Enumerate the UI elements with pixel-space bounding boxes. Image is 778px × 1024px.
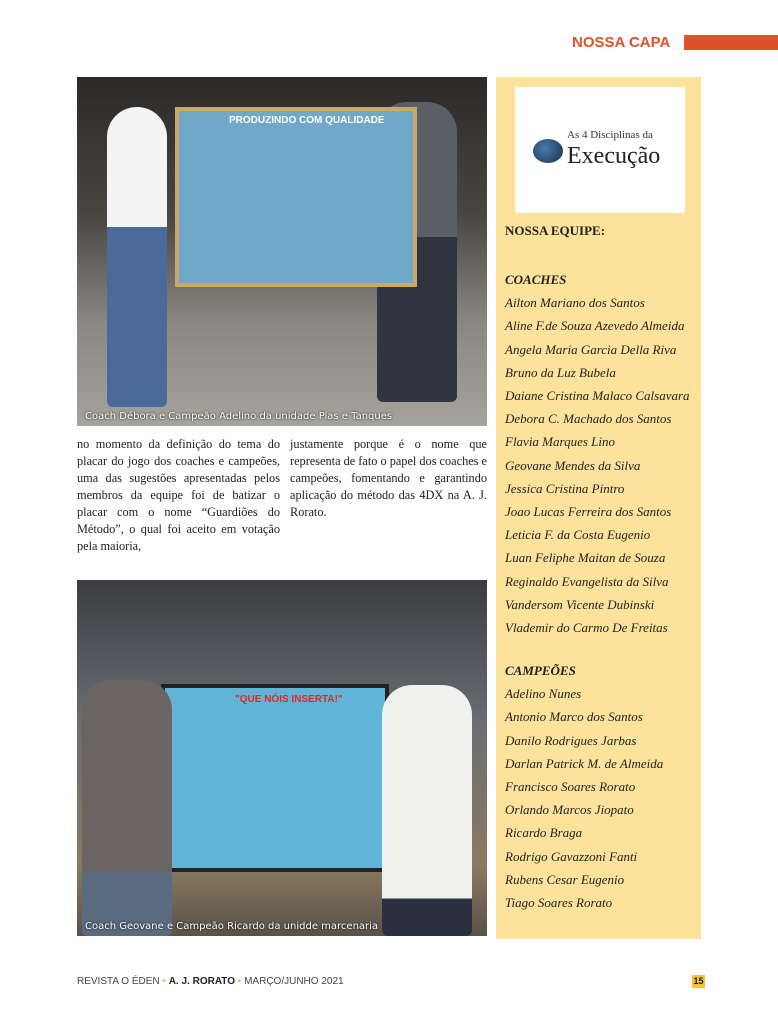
team-member: Tiago Soares Rorato bbox=[505, 895, 613, 911]
team-member: Vlademir do Carmo De Freitas bbox=[505, 620, 668, 636]
team-member: Bruno da Luz Bubela bbox=[505, 364, 616, 380]
team-member: Geovane Mendes da Silva bbox=[505, 457, 641, 473]
team-heading: NOSSA EQUIPE: bbox=[505, 223, 606, 238]
team-member: Rubens Cesar Eugenio bbox=[505, 871, 625, 887]
photo-debora-adelino bbox=[77, 77, 487, 426]
footer: REVISTA O ÉDEN • A. J. RORATO • MARÇO/JUNHO 2021 bbox=[77, 976, 344, 987]
team-member: Angela Maria Garcia Della Riva bbox=[505, 341, 677, 357]
person-left bbox=[107, 107, 167, 407]
team-member: Antonio Marco dos Santos bbox=[505, 709, 643, 725]
team-member: Adelino Nunes bbox=[505, 686, 582, 702]
photo-geovane-ricardo bbox=[77, 580, 487, 936]
team-member: Luan Feliphe Maitan de Souza bbox=[505, 550, 666, 566]
team-member: Ailton Mariano dos Santos bbox=[505, 295, 645, 311]
team-member: Aline F.de Souza Azevedo Almeida bbox=[505, 318, 685, 334]
team-member: Jessica Cristina Pintro bbox=[505, 480, 625, 496]
article-column-1: no momento da definição do tema do placar do jogo dos coaches e campeões, uma das sugestões apresentadas pelos membros da equipe foi de batizar o placar com o nome “Guardiões do Método”, o qual foi aceito em votação pela maioria, bbox=[77, 437, 280, 553]
globe-icon bbox=[533, 139, 563, 163]
champions-list bbox=[505, 659, 699, 914]
section-title: NOSSA CAPA bbox=[572, 34, 671, 51]
person-left bbox=[82, 680, 172, 936]
photo-caption: Coach Débora e Campeão Adelino da unidade Pias e Tanques bbox=[85, 411, 393, 422]
team-member: Orlando Marcos Jiopato bbox=[505, 802, 634, 818]
coaches-heading: COACHES bbox=[505, 272, 567, 287]
person-right bbox=[382, 685, 472, 936]
team-member: Darlan Patrick M. de Almeida bbox=[505, 755, 664, 771]
team-member: Vandersom Vicente Dubinski bbox=[505, 596, 655, 612]
coaches-list bbox=[505, 268, 699, 639]
page-number: 15 bbox=[693, 976, 704, 986]
team-member: Rodrigo Gavazzoni Fanti bbox=[505, 848, 638, 864]
team-member: Francisco Soares Rorato bbox=[505, 779, 636, 795]
scoreboard: "QUE NÓIS INSERTA!" bbox=[161, 684, 389, 872]
photo-caption: Coach Geovane e Campeão Ricardo da unidde marcenaria bbox=[85, 921, 379, 932]
section-bar bbox=[684, 35, 778, 50]
team-sidebar bbox=[496, 77, 701, 939]
team-member: Leticia F. da Costa Eugenio bbox=[505, 527, 651, 543]
team-member: Danilo Rodrigues Jarbas bbox=[505, 732, 637, 748]
scoreboard: PRODUZINDO COM QUALIDADE bbox=[175, 107, 417, 287]
4dx-logo: As 4 Disciplinas da Execução bbox=[515, 87, 685, 213]
team-member: Flavia Marques Lino bbox=[505, 434, 616, 450]
team-member: Debora C. Machado dos Santos bbox=[505, 411, 672, 427]
team-member: Daiane Cristina Malaco Calsavara bbox=[505, 388, 690, 404]
team-member: Reginaldo Evangelista da Silva bbox=[505, 573, 669, 589]
team-member: Joao Lucas Ferreira dos Santos bbox=[505, 504, 672, 520]
champions-heading: CAMPEÕES bbox=[505, 663, 576, 678]
article-column-2: justamente porque é o nome que representa de fato o papel dos coaches e campeões, fomentando e garantindo aplicação do método das 4DX na A. J. Rorato. bbox=[290, 437, 487, 519]
team-member: Ricardo Braga bbox=[505, 825, 583, 841]
